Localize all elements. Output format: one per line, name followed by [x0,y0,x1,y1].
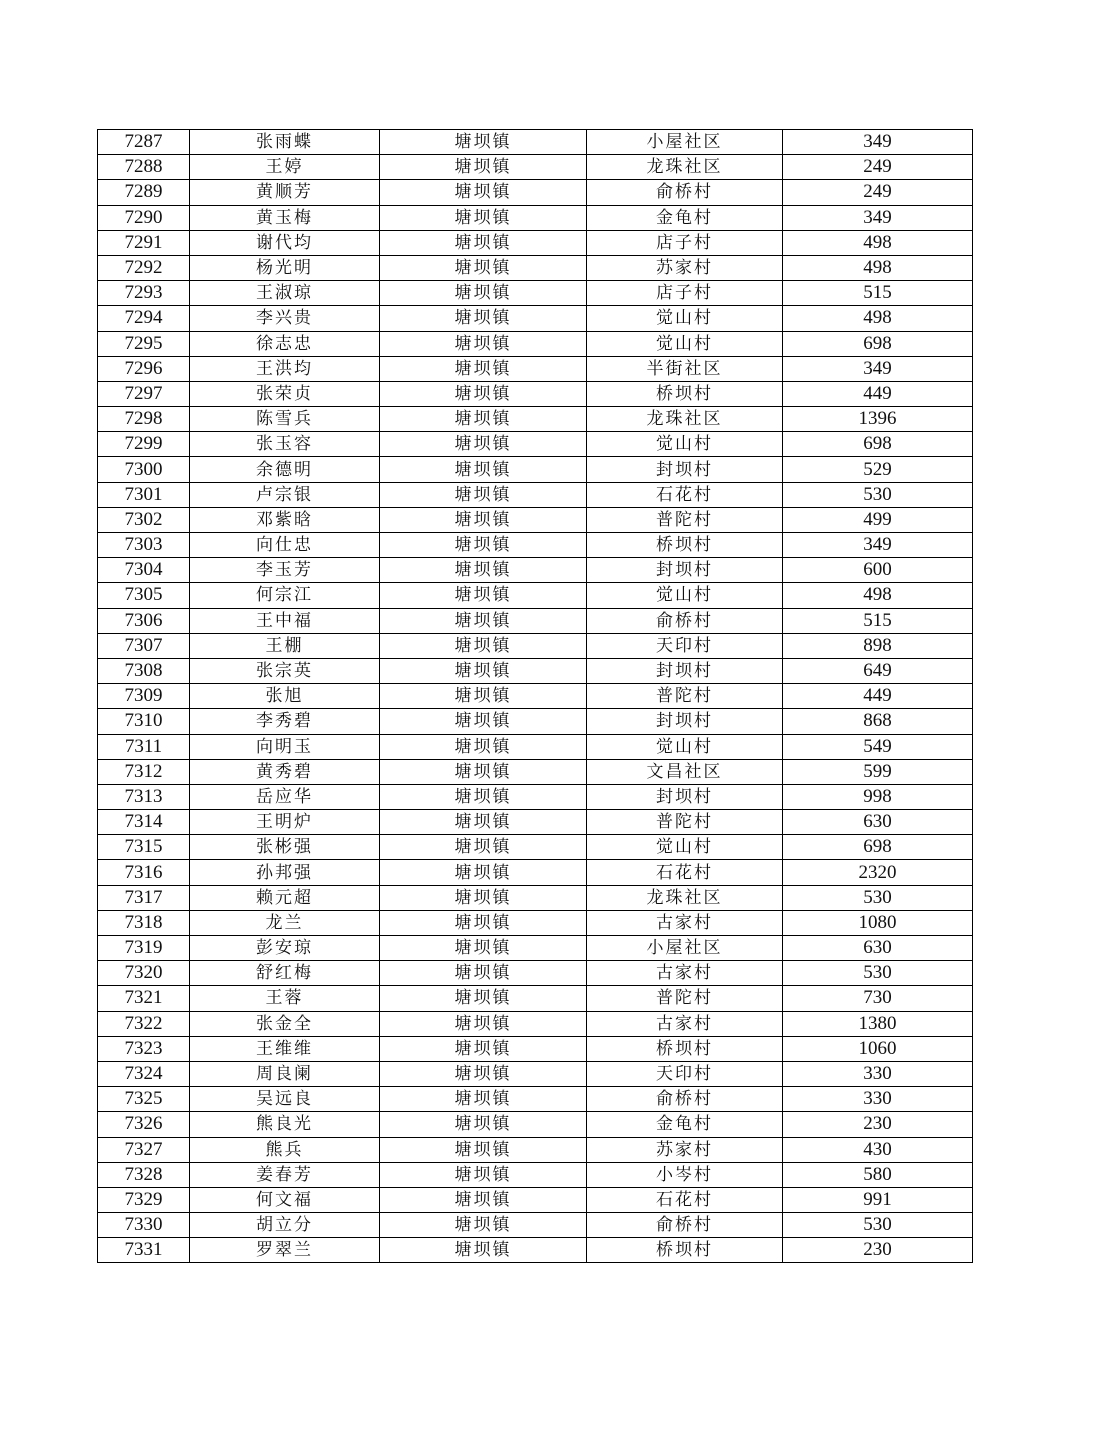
amount-cell: 599 [783,759,973,784]
town-cell: 塘坝镇 [380,482,587,507]
name-cell: 何宗江 [190,583,380,608]
name-cell: 王淑琼 [190,281,380,306]
amount-cell: 530 [783,482,973,507]
name-cell: 张荣贞 [190,381,380,406]
village-cell: 觉山村 [587,734,783,759]
row-number-cell: 7301 [98,482,190,507]
name-cell: 向明玉 [190,734,380,759]
town-cell: 塘坝镇 [380,230,587,255]
row-number-cell: 7313 [98,784,190,809]
town-cell: 塘坝镇 [380,1112,587,1137]
village-cell: 苏家村 [587,1137,783,1162]
name-cell: 张玉容 [190,432,380,457]
row-number-cell: 7300 [98,457,190,482]
name-cell: 龙兰 [190,910,380,935]
row-number-cell: 7331 [98,1238,190,1263]
amount-cell: 349 [783,130,973,155]
town-cell: 塘坝镇 [380,533,587,558]
name-cell: 李秀碧 [190,709,380,734]
amount-cell: 2320 [783,860,973,885]
name-cell: 向仕忠 [190,533,380,558]
amount-cell: 430 [783,1137,973,1162]
table-row [98,658,973,683]
table-row [98,885,973,910]
village-cell: 石花村 [587,482,783,507]
table-body [98,130,973,1263]
row-number-cell: 7304 [98,558,190,583]
amount-cell: 698 [783,432,973,457]
town-cell: 塘坝镇 [380,658,587,683]
town-cell: 塘坝镇 [380,860,587,885]
town-cell: 塘坝镇 [380,1036,587,1061]
name-cell: 杨光明 [190,255,380,280]
amount-cell: 730 [783,986,973,1011]
amount-cell: 330 [783,1061,973,1086]
amount-cell: 249 [783,155,973,180]
table-row [98,230,973,255]
table-row [98,1112,973,1137]
name-cell: 孙邦强 [190,860,380,885]
village-cell: 俞桥村 [587,1087,783,1112]
name-cell: 徐志忠 [190,331,380,356]
name-cell: 王中福 [190,608,380,633]
table-row [98,507,973,532]
table-row [98,255,973,280]
table-row [98,784,973,809]
amount-cell: 515 [783,608,973,633]
name-cell: 张雨蝶 [190,130,380,155]
village-cell: 古家村 [587,1011,783,1036]
table-row [98,432,973,457]
name-cell: 周良阑 [190,1061,380,1086]
name-cell: 胡立分 [190,1213,380,1238]
village-cell: 龙珠社区 [587,155,783,180]
town-cell: 塘坝镇 [380,1187,587,1212]
amount-cell: 530 [783,961,973,986]
row-number-cell: 7306 [98,608,190,633]
amount-cell: 868 [783,709,973,734]
table-row [98,986,973,1011]
amount-cell: 498 [783,230,973,255]
name-cell: 王明炉 [190,810,380,835]
name-cell: 张彬强 [190,835,380,860]
row-number-cell: 7293 [98,281,190,306]
town-cell: 塘坝镇 [380,936,587,961]
row-number-cell: 7330 [98,1213,190,1238]
town-cell: 塘坝镇 [380,356,587,381]
row-number-cell: 7318 [98,910,190,935]
village-cell: 觉山村 [587,331,783,356]
amount-cell: 1380 [783,1011,973,1036]
village-cell: 桥坝村 [587,381,783,406]
amount-cell: 898 [783,633,973,658]
row-number-cell: 7317 [98,885,190,910]
row-number-cell: 7299 [98,432,190,457]
row-number-cell: 7326 [98,1112,190,1137]
amount-cell: 330 [783,1087,973,1112]
village-cell: 普陀村 [587,810,783,835]
row-number-cell: 7292 [98,255,190,280]
table-row [98,356,973,381]
town-cell: 塘坝镇 [380,1087,587,1112]
town-cell: 塘坝镇 [380,130,587,155]
town-cell: 塘坝镇 [380,1238,587,1263]
row-number-cell: 7310 [98,709,190,734]
table-row [98,1187,973,1212]
row-number-cell: 7315 [98,835,190,860]
village-cell: 封坝村 [587,658,783,683]
town-cell: 塘坝镇 [380,1061,587,1086]
row-number-cell: 7287 [98,130,190,155]
row-number-cell: 7296 [98,356,190,381]
town-cell: 塘坝镇 [380,885,587,910]
amount-cell: 998 [783,784,973,809]
amount-cell: 249 [783,180,973,205]
town-cell: 塘坝镇 [380,507,587,532]
name-cell: 张宗英 [190,658,380,683]
name-cell: 张金全 [190,1011,380,1036]
town-cell: 塘坝镇 [380,583,587,608]
village-cell: 觉山村 [587,306,783,331]
table-row [98,381,973,406]
table-row [98,633,973,658]
village-cell: 俞桥村 [587,180,783,205]
village-cell: 石花村 [587,860,783,885]
town-cell: 塘坝镇 [380,155,587,180]
name-cell: 彭安琼 [190,936,380,961]
village-cell: 龙珠社区 [587,885,783,910]
town-cell: 塘坝镇 [380,558,587,583]
village-cell: 金龟村 [587,205,783,230]
town-cell: 塘坝镇 [380,281,587,306]
town-cell: 塘坝镇 [380,684,587,709]
amount-cell: 698 [783,835,973,860]
village-cell: 觉山村 [587,432,783,457]
name-cell: 熊良光 [190,1112,380,1137]
row-number-cell: 7308 [98,658,190,683]
row-number-cell: 7309 [98,684,190,709]
amount-cell: 230 [783,1238,973,1263]
row-number-cell: 7324 [98,1061,190,1086]
amount-cell: 449 [783,381,973,406]
row-number-cell: 7305 [98,583,190,608]
table-row [98,130,973,155]
village-cell: 封坝村 [587,709,783,734]
name-cell: 黄顺芳 [190,180,380,205]
amount-cell: 649 [783,658,973,683]
town-cell: 塘坝镇 [380,1011,587,1036]
village-cell: 天印村 [587,1061,783,1086]
name-cell: 李玉芳 [190,558,380,583]
village-cell: 小屋社区 [587,130,783,155]
name-cell: 姜春芳 [190,1162,380,1187]
name-cell: 陈雪兵 [190,407,380,432]
table-row [98,205,973,230]
table-row [98,684,973,709]
village-cell: 石花村 [587,1187,783,1212]
town-cell: 塘坝镇 [380,205,587,230]
amount-cell: 991 [783,1187,973,1212]
village-cell: 觉山村 [587,583,783,608]
town-cell: 塘坝镇 [380,1137,587,1162]
table-row [98,608,973,633]
name-cell: 邓紫晗 [190,507,380,532]
table-row [98,1036,973,1061]
village-cell: 店子村 [587,281,783,306]
name-cell: 何文福 [190,1187,380,1212]
town-cell: 塘坝镇 [380,608,587,633]
table-row [98,910,973,935]
name-cell: 王婷 [190,155,380,180]
table-row [98,1162,973,1187]
town-cell: 塘坝镇 [380,784,587,809]
amount-cell: 349 [783,356,973,381]
row-number-cell: 7329 [98,1187,190,1212]
town-cell: 塘坝镇 [380,709,587,734]
name-cell: 余德明 [190,457,380,482]
row-number-cell: 7289 [98,180,190,205]
table-row [98,734,973,759]
village-cell: 古家村 [587,910,783,935]
town-cell: 塘坝镇 [380,810,587,835]
row-number-cell: 7328 [98,1162,190,1187]
town-cell: 塘坝镇 [380,1162,587,1187]
name-cell: 岳应华 [190,784,380,809]
village-cell: 俞桥村 [587,608,783,633]
amount-cell: 498 [783,583,973,608]
table-row [98,860,973,885]
village-cell: 俞桥村 [587,1213,783,1238]
row-number-cell: 7325 [98,1087,190,1112]
town-cell: 塘坝镇 [380,734,587,759]
village-cell: 封坝村 [587,457,783,482]
town-cell: 塘坝镇 [380,457,587,482]
amount-cell: 349 [783,533,973,558]
table-row [98,936,973,961]
town-cell: 塘坝镇 [380,986,587,1011]
row-number-cell: 7323 [98,1036,190,1061]
row-number-cell: 7320 [98,961,190,986]
name-cell: 黄玉梅 [190,205,380,230]
table-row [98,1238,973,1263]
amount-cell: 630 [783,936,973,961]
village-cell: 普陀村 [587,507,783,532]
table-row [98,583,973,608]
town-cell: 塘坝镇 [380,306,587,331]
name-cell: 李兴贵 [190,306,380,331]
name-cell: 赖元超 [190,885,380,910]
name-cell: 吴远良 [190,1087,380,1112]
village-cell: 苏家村 [587,255,783,280]
name-cell: 张旭 [190,684,380,709]
village-cell: 普陀村 [587,684,783,709]
data-table [97,129,973,1263]
table-row [98,457,973,482]
town-cell: 塘坝镇 [380,432,587,457]
village-cell: 桥坝村 [587,1036,783,1061]
row-number-cell: 7288 [98,155,190,180]
row-number-cell: 7290 [98,205,190,230]
table-row [98,1213,973,1238]
amount-cell: 498 [783,255,973,280]
village-cell: 天印村 [587,633,783,658]
row-number-cell: 7298 [98,407,190,432]
name-cell: 舒红梅 [190,961,380,986]
town-cell: 塘坝镇 [380,1213,587,1238]
table-row [98,281,973,306]
village-cell: 龙珠社区 [587,407,783,432]
row-number-cell: 7311 [98,734,190,759]
table-row [98,1087,973,1112]
village-cell: 桥坝村 [587,533,783,558]
table-row [98,482,973,507]
amount-cell: 349 [783,205,973,230]
row-number-cell: 7302 [98,507,190,532]
name-cell: 卢宗银 [190,482,380,507]
amount-cell: 530 [783,885,973,910]
name-cell: 王蓉 [190,986,380,1011]
name-cell: 黄秀碧 [190,759,380,784]
town-cell: 塘坝镇 [380,180,587,205]
amount-cell: 530 [783,1213,973,1238]
village-cell: 封坝村 [587,784,783,809]
row-number-cell: 7319 [98,936,190,961]
town-cell: 塘坝镇 [380,835,587,860]
row-number-cell: 7291 [98,230,190,255]
table-row [98,331,973,356]
village-cell: 古家村 [587,961,783,986]
table-row [98,709,973,734]
village-cell: 觉山村 [587,835,783,860]
village-cell: 封坝村 [587,558,783,583]
amount-cell: 529 [783,457,973,482]
amount-cell: 600 [783,558,973,583]
name-cell: 王洪均 [190,356,380,381]
village-cell: 店子村 [587,230,783,255]
table-row [98,155,973,180]
row-number-cell: 7321 [98,986,190,1011]
row-number-cell: 7295 [98,331,190,356]
row-number-cell: 7316 [98,860,190,885]
amount-cell: 630 [783,810,973,835]
name-cell: 熊兵 [190,1137,380,1162]
village-cell: 金龟村 [587,1112,783,1137]
row-number-cell: 7312 [98,759,190,784]
row-number-cell: 7327 [98,1137,190,1162]
row-number-cell: 7294 [98,306,190,331]
village-cell: 桥坝村 [587,1238,783,1263]
table-row [98,1137,973,1162]
village-cell: 文昌社区 [587,759,783,784]
town-cell: 塘坝镇 [380,759,587,784]
table-row [98,961,973,986]
name-cell: 王维维 [190,1036,380,1061]
table-row [98,810,973,835]
village-cell: 半街社区 [587,356,783,381]
row-number-cell: 7303 [98,533,190,558]
table-row [98,533,973,558]
table-row [98,1011,973,1036]
table-row [98,306,973,331]
name-cell: 罗翠兰 [190,1238,380,1263]
town-cell: 塘坝镇 [380,910,587,935]
town-cell: 塘坝镇 [380,961,587,986]
amount-cell: 515 [783,281,973,306]
village-cell: 小屋社区 [587,936,783,961]
table-row [98,558,973,583]
town-cell: 塘坝镇 [380,407,587,432]
table-row [98,1061,973,1086]
amount-cell: 499 [783,507,973,532]
town-cell: 塘坝镇 [380,381,587,406]
name-cell: 谢代均 [190,230,380,255]
town-cell: 塘坝镇 [380,633,587,658]
amount-cell: 1060 [783,1036,973,1061]
village-cell: 小岑村 [587,1162,783,1187]
amount-cell: 698 [783,331,973,356]
town-cell: 塘坝镇 [380,331,587,356]
amount-cell: 498 [783,306,973,331]
village-cell: 普陀村 [587,986,783,1011]
amount-cell: 449 [783,684,973,709]
row-number-cell: 7307 [98,633,190,658]
amount-cell: 1080 [783,910,973,935]
row-number-cell: 7314 [98,810,190,835]
amount-cell: 1396 [783,407,973,432]
row-number-cell: 7297 [98,381,190,406]
town-cell: 塘坝镇 [380,255,587,280]
table-row [98,407,973,432]
row-number-cell: 7322 [98,1011,190,1036]
table-row [98,759,973,784]
amount-cell: 549 [783,734,973,759]
amount-cell: 580 [783,1162,973,1187]
amount-cell: 230 [783,1112,973,1137]
table-row [98,835,973,860]
table-row [98,180,973,205]
name-cell: 王棚 [190,633,380,658]
